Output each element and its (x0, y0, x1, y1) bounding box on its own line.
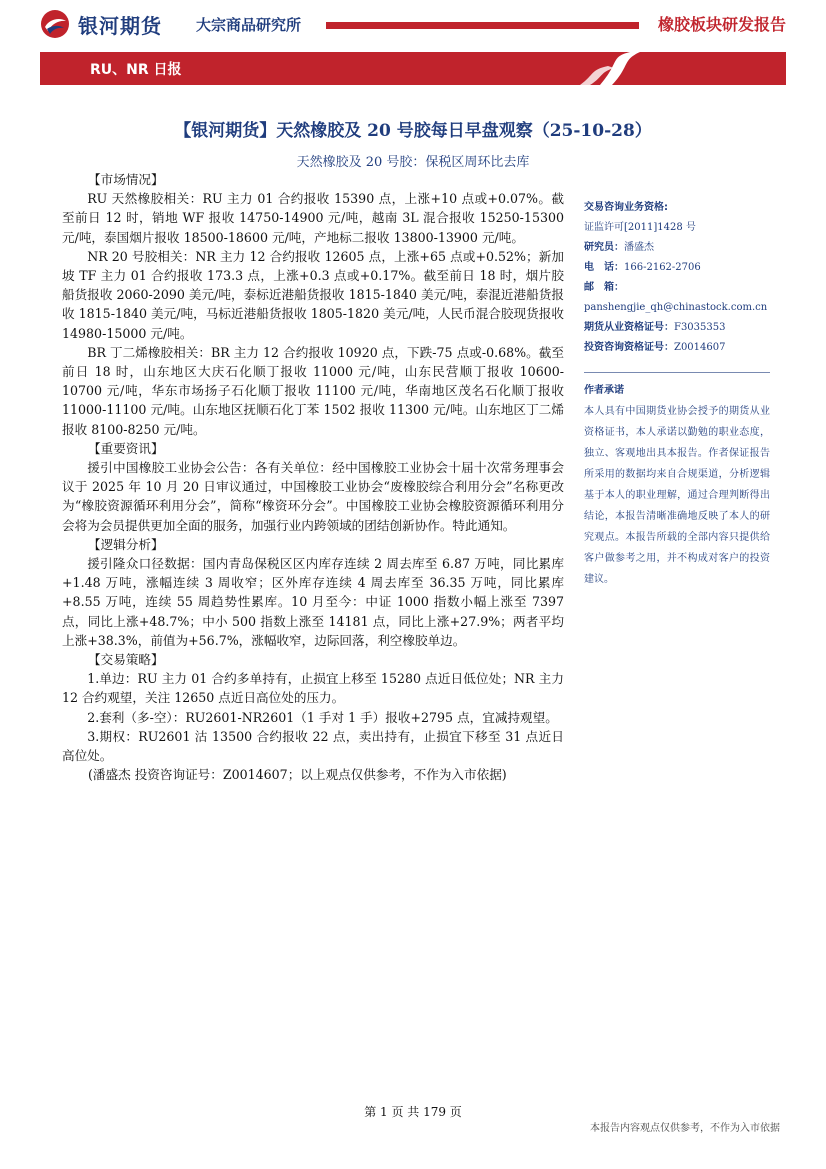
invest-cert-number: Z0014607 (674, 342, 726, 353)
analyst-sidebar (584, 198, 770, 590)
qualification-heading: 交易咨询业务资格: (584, 202, 668, 213)
footer-disclaimer: 本报告内容观点仅供参考，不作为入市依据 (590, 1123, 780, 1134)
email-row (584, 278, 770, 298)
paragraph-strategy-arbitrage: 2.套利（多-空）：RU2601-NR2601（1 手对 1 手）报收+2795 点，宜减持观望。 (87, 709, 558, 725)
paragraph-strategy-option: 3.期权：RU2601 沽 13500 合约报收 22 点，卖出持有，止损宜下移至 31 点近日高位处。 (62, 728, 564, 764)
sidebar-divider (584, 372, 770, 373)
report-type: 橡胶板块研发报告 (657, 15, 786, 34)
main-content (62, 170, 564, 785)
band-wave-decoration (560, 52, 786, 85)
researcher-label: 研究员： (584, 242, 624, 253)
report-subtitle: 天然橡胶及 20 号胶：保税区周环比去库 (296, 155, 530, 170)
paragraph-logic: 援引隆众口径数据：国内青岛保税区区内库存连续 2 周去库至 6.87 万吨，同比累库+1.48 万吨，涨幅连续 3 周收窄；区外库存连续 4 周去库至 36.35 万吨，同比累库+8.55 万吨，连续 55 周趋势性累库。10 月至今：中证 1000 指数小幅上涨至 7397 点，同比上涨+48.7%；中小 500 指数上涨至 14181 点，同比上涨+27.9%；两者平均上涨+38.3%，前值为+56.7%，涨幅收窄，边际回落，利空橡胶单边。 (62, 556, 564, 648)
section-heading-strategy: 【交易策略】 (88, 652, 164, 668)
researcher-row (584, 238, 770, 258)
commitment-text: 本人具有中国期货业协会授予的期货从业资格证书，本人承诺以勤勉的职业态度，独立、客观地出具本报告。作者保证报告所采用的数据均来自合规渠道，分析逻辑基于本人的职业理解，通过合理判断得出结论，本报告清晰准确地反映了本人的研究观点。本报告所载的全部内容只提供给客户做参考之用，并不构成对客户的投资建议。 (584, 406, 770, 585)
email-address[interactable]: panshengjie_qh@chinastock.com.cn (584, 302, 768, 313)
institute-name: 大宗商品研究所 (196, 16, 302, 34)
page-number: 第 1 页 共 179 页 (364, 1105, 462, 1119)
header-red-bar (326, 22, 639, 29)
phone-label: 电 话： (584, 262, 624, 273)
futures-cert-label: 期货从业资格证号： (584, 322, 674, 333)
license-number: 证监许可[2011]1428 号 (584, 222, 696, 233)
paragraph-news: 援引中国橡胶工业协会公告：各有关单位：经中国橡胶工业协会十届十次常务理事会议于 2025 年 10 月 20 日审议通过，中国橡胶工业协会“废橡胶综合利用分会”名称更改为“橡胶资源循环利用分会”，简称“橡资环分会”。中国橡胶工业协会橡胶资源循环利用分会将为会员提供更加全面的服务，加强行业内跨领域的团结创新协作。特此通知。 (62, 460, 564, 533)
report-header (0, 0, 826, 92)
brand-name: 银河期货 (78, 14, 162, 38)
section-heading-logic: 【逻辑分析】 (88, 536, 164, 552)
commitment-heading: 作者承诺 (584, 385, 624, 396)
report-title: 【银河期货】天然橡胶及 20 号胶每日早盘观察（25-10-28） (174, 121, 652, 141)
paragraph-br: BR 丁二烯橡胶相关：BR 主力 12 合约报收 10920 点，下跌-75 点或-0.68%。截至前日 18 时，山东地区大庆石化顺丁报收 11000 元/吨，山东民营顺丁报收 10600-10700 元/吨，华东市场扬子石化顺丁报收 11100 元/吨，华南地区茂名石化顺丁报收 11000-11100 元/吨。山东地区抚顺石化丁苯 1502 报收 11300 元/吨。山东地区丁二烯报收 8100-8250 元/吨。 (62, 344, 564, 437)
phone-row (584, 258, 770, 278)
section-heading-market: 【市场情况】 (88, 172, 164, 187)
invest-cert-row (584, 338, 770, 358)
email-label: 邮 箱： (584, 282, 624, 293)
researcher-name: 潘盛杰 (624, 242, 654, 253)
phone-number: 166-2162-2706 (624, 262, 701, 273)
paragraph-nr: NR 20 号胶相关：NR 主力 12 合约报收 12605 点，上涨+65 点或+0.52%；新加坡 TF 主力 01 合约报收 173.3 点，上涨+0.3 点或+0.17%。截至前日 18 时，烟片胶船货报收 2060-2090 美元/吨，泰标近港船货报收 1815-1840 美元/吨，泰混近港船货报收 1815-1840 美元/吨，马标近港船货报收 1805-1820 美元/吨，人民币混合胶现货报收 14980-15000 元/吨。 (62, 248, 564, 341)
paragraph-ru: RU 天然橡胶相关：RU 主力 01 合约报收 15390 点，上涨+10 点或+0.07%。截至前日 12 时，销地 WF 报收 14750-14900 元/吨，越南 3L 混合报收 15250-15300 元/吨，泰国烟片报收 18500-18600 元/吨，产地标二报收 13800-13900 元/吨。 (62, 191, 564, 245)
paragraph-strategy-single: 1.单边：RU 主力 01 合约多单持有，止损宜上移至 15280 点近日低位处；NR 主力 12 合约观望，关注 12650 点近日高位处的压力。 (62, 671, 564, 706)
section-heading-news: 【重要资讯】 (88, 440, 164, 456)
band-label: RU、NR 日报 (90, 62, 182, 78)
galaxy-logo-icon (40, 9, 70, 39)
futures-cert-number: F3035353 (674, 322, 726, 333)
futures-cert-row (584, 318, 770, 338)
header-band (40, 52, 786, 85)
invest-cert-label: 投资咨询资格证号： (584, 342, 674, 353)
closing-note: (潘盛杰 投资咨询证号：Z0014607；以上观点仅供参考，不作为入市依据) (88, 767, 507, 783)
